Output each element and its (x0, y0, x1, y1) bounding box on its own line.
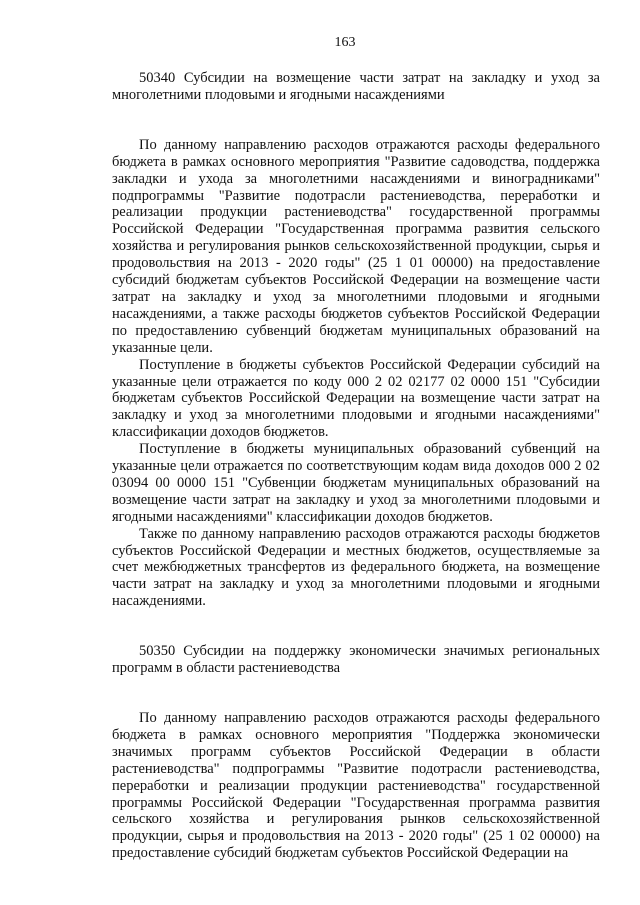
section-50340 (112, 70, 600, 610)
paragraph: По данному направлению расходов отражаются расходы федерального бюджета в рамках основного мероприятия "Поддержка экономически значимых программ субъектов Российской Федерации в области растениеводства" подпрограммы "Развитие подотрасли растениеводства, переработки и реализации продукции растениеводства" государственной программы Российской Федерации "Государственная программа развития сельского хозяйства и регулирования рынков сельскохозяйственной продукции, сырья и продовольствия на 2013 - 2020 годы" (25 1 02 00000) на предоставление субсидий бюджетам субъектов Российской Федерации на (112, 710, 600, 862)
paragraph: Поступление в бюджеты муниципальных образований субвенций на указанные цели отражается по соответствующим кодам вида доходов 000 2 02 03094 00 0000 151 "Субвенции бюджетам муниципальных образований на возмещение части затрат на закладку и уход за многолетними плодовыми и ягодными насаждениями" классификации доходов бюджетов. (112, 441, 600, 525)
section-50350 (112, 643, 600, 862)
page-number: 163 (334, 35, 356, 50)
paragraph: Также по данному направлению расходов отражаются расходы бюджетов субъектов Российской Федерации и местных бюджетов, осуществляемые за счет межбюджетных трансфертов из федерального бюджета, на возмещение части затрат на закладку и уход за многолетними плодовыми и ягодными насаждениями. (112, 525, 600, 610)
section-divider-space (112, 610, 600, 643)
section-heading: 50350 Субсидии на поддержку экономически значимых региональных программ в области растениеводства (112, 643, 600, 677)
paragraph: Поступление в бюджеты субъектов Российской Федерации субсидий на указанные цели отражается по коду 000 2 02 02177 02 0000 151 "Субсидии бюджетам субъектов Российской Федерации на возмещение части затрат на закладку и уход за многолетними плодовыми и ягодными насаждениями" классификации доходов бюджетов. (112, 356, 600, 441)
section-heading: 50340 Субсидии на возмещение части затрат на закладку и уход за многолетними плодовыми и ягодными насаждениями (112, 70, 600, 103)
document-body (112, 70, 600, 862)
paragraph: По данному направлению расходов отражаются расходы федерального бюджета в рамках основного мероприятия "Развитие садоводства, поддержка закладки и ухода за многолетними насаждениями и виноградниками" подпрограммы "Развитие подотрасли растениеводства, переработки и реализации продукции растениеводства" государственной программы Российской Федерации "Государственная программа развития сельского хозяйства и регулирования рынков сельскохозяйственной продукции, сырья и продовольствия на 2013 - 2020 годы" (25 1 01 00000) на предоставление субсидий бюджетам субъектов Российской Федерации на возмещение части затрат на закладку и уход за многолетними плодовыми и ягодными насаждениями, а также расходы бюджетов субъектов Российской Федерации по предоставлению субвенций бюджетам муниципальных образований на указанные цели. (112, 136, 600, 356)
